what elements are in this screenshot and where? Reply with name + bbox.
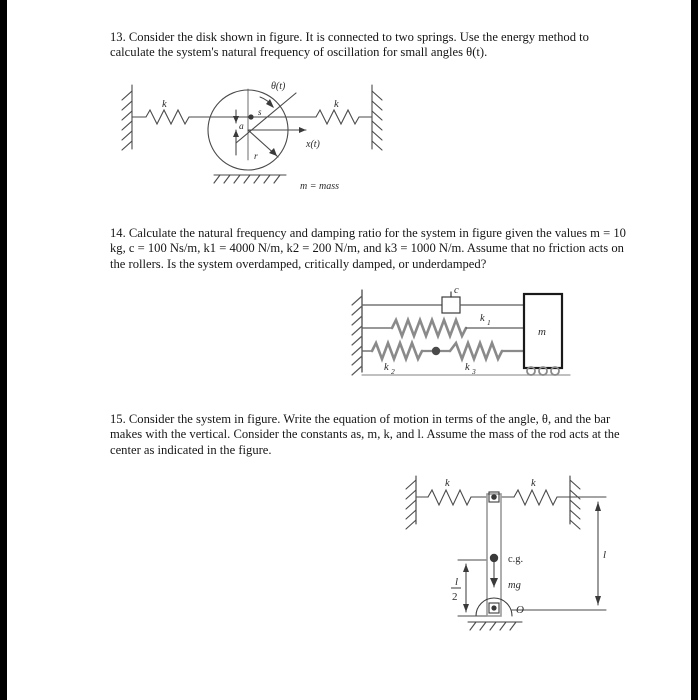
document-content: [110, 30, 630, 647]
label-spring-left-k: k: [162, 98, 167, 110]
left-spring-15: [428, 490, 486, 505]
label-damper-c: c: [454, 285, 459, 297]
label-point-s: s: [258, 106, 262, 117]
pivot-dot: [491, 606, 496, 611]
label-spring-k1: k: [480, 313, 485, 325]
label-radius-a: a: [239, 121, 244, 132]
cg-dot: [490, 554, 498, 562]
right-spring: [310, 110, 372, 124]
label-mg: mg: [508, 580, 521, 592]
spring-k2: [372, 343, 422, 359]
x-arrow-head: [299, 127, 306, 133]
problem-13-text: 13. Consider the disk shown in figure. It is connected to two springs. Use the energy method to calculate the system's natural frequency of oscillation for small angles θ(t).: [110, 30, 589, 60]
label-spring-k2-sub: 2: [391, 367, 395, 377]
label-spring-k3: k: [465, 362, 470, 374]
vertical-bar-svg: [398, 472, 628, 647]
label-spring-right-k: k: [334, 98, 339, 110]
mg-arrow-head: [490, 578, 498, 587]
label-m-equals-mass: m = mass: [300, 180, 339, 192]
damper-spring-mass-svg: [346, 286, 596, 386]
spring-k1: [392, 320, 466, 336]
label-spring-right-k-15: k: [531, 478, 536, 490]
problem-14-text: 14. Calculate the natural frequency and damping ratio for the system in figure given the values m = 10 kg, c = 100 Ns/m, k1 = 4000 N/m, k2 = 200 N/m, and k3 = 1000 N/m. Assume that no friction acts on the rollers. Is the system overdamped, critically damped, or underdamped?: [110, 225, 626, 271]
problem-15-text: 15. Consider the system in figure. Write the equation of motion in terms of the angle, θ, and the bar makes with the vertical. Consider the constants as, m, k, and l. Assume the mass of the rod acts at the center as indicated in the figure.: [110, 412, 620, 457]
damper-body: [442, 297, 460, 313]
label-spring-k2: k: [384, 362, 389, 374]
label-half-l-numerator: l: [455, 576, 459, 589]
disk-figure-svg: [110, 77, 410, 202]
label-spring-left-k-15: k: [445, 478, 450, 490]
problem-13-block: [110, 30, 630, 202]
label-pivot-O: O: [516, 604, 524, 617]
right-spring-15: [514, 490, 570, 505]
half-l-arrow-head-bottom: [463, 604, 469, 612]
l-arrow-head-bottom: [595, 596, 601, 605]
figure-13: [110, 77, 630, 202]
figure-14: [346, 286, 630, 386]
spring-junction-dot: [432, 347, 440, 355]
label-mass-m: m: [538, 326, 546, 339]
top-pin-dot: [491, 494, 497, 500]
label-spring-k1-sub: 1: [487, 318, 491, 328]
label-spring-k3-sub: 3: [472, 367, 476, 377]
l-arrow-head-top: [595, 502, 601, 511]
label-x-of-t: x(t): [306, 138, 320, 150]
label-length-l: l: [603, 549, 607, 562]
r-arrow-head: [269, 148, 277, 156]
problem-15-block: [110, 412, 630, 647]
half-l-arrow-head-top: [463, 564, 469, 572]
label-cg: c.g.: [508, 554, 524, 566]
spring-k3: [450, 343, 502, 359]
label-theta: θ(t): [271, 80, 286, 92]
label-half-l-denominator: 2: [452, 591, 458, 604]
figure-15: [398, 472, 630, 647]
left-spring: [132, 110, 210, 124]
point-s-dot: [248, 114, 253, 119]
problem-14-block: [110, 226, 630, 386]
label-radius-r: r: [254, 151, 258, 162]
